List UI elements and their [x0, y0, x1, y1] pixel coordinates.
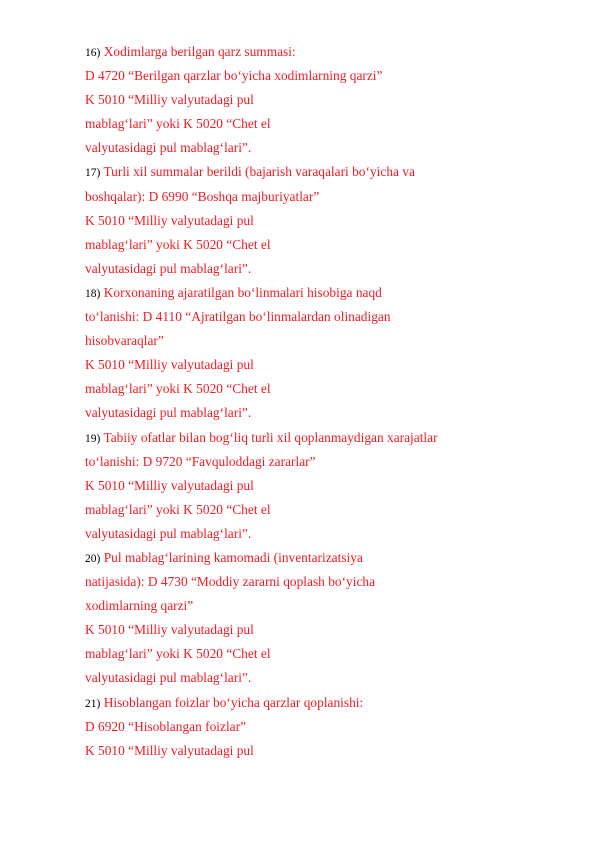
entry-number: 17): [85, 167, 101, 180]
entry-line: K 5010 “Milliy valyutadagi pul: [85, 212, 254, 228]
entry-line: [85, 691, 565, 715]
entry-line: to‘lanishi: D 4110 “Ajratilgan bo‘linmalardan olinadigan: [85, 309, 391, 325]
entry-line: K 5010 “Milliy valyutadagi pul: [85, 477, 254, 493]
entry-line: [85, 40, 565, 64]
entry-number: 19): [85, 432, 101, 445]
entry-line: xodimlarning qarzi”: [85, 598, 194, 614]
entry-line: valyutasidagi pul mablag‘lari”.: [85, 260, 252, 276]
entry-text: Pul mablag‘larining kamomadi (inventarizatsiya: [103, 549, 363, 565]
entry-20: [85, 546, 565, 691]
entry-line: mablag‘lari” yoki K 5020 “Chet el: [85, 646, 271, 662]
entry-line: [85, 426, 565, 450]
entry-line: K 5010 “Milliy valyutadagi pul: [85, 742, 254, 758]
entry-17: [85, 160, 565, 280]
entry-line: to‘lanishi: D 9720 “Favquloddagi zararlar”: [85, 453, 316, 469]
entry-line: K 5010 “Milliy valyutadagi pul: [85, 92, 254, 108]
entry-line: natijasida): D 4730 “Moddiy zararni qoplash bo‘yicha: [85, 574, 376, 590]
entry-number: 21): [85, 697, 101, 710]
entry-line: mablag‘lari” yoki K 5020 “Chet el: [85, 116, 271, 132]
entry-line: K 5010 “Milliy valyutadagi pul: [85, 357, 254, 373]
entry-line: mablag‘lari” yoki K 5020 “Chet el: [85, 501, 271, 517]
entry-line: [85, 281, 565, 305]
entry-line: [85, 546, 565, 570]
entry-line: mablag‘lari” yoki K 5020 “Chet el: [85, 381, 271, 397]
entry-line: K 5010 “Milliy valyutadagi pul: [85, 622, 254, 638]
entry-line: D 4720 “Berilgan qarzlar bo‘yicha xodimlarning qarzi”: [85, 68, 383, 84]
entry-line: D 6920 “Hisoblangan foizlar”: [85, 718, 247, 734]
entry-19: [85, 426, 565, 546]
entry-16: [85, 40, 565, 160]
entry-21: [85, 691, 565, 763]
entry-line: [85, 160, 565, 184]
entry-18: [85, 281, 565, 426]
entry-text: Xodimlarga berilgan qarz summasi:: [103, 44, 296, 59]
entry-number: 16): [85, 47, 101, 59]
entry-text: Hisoblangan foizlar bo‘yicha qarzlar qoplanishi:: [103, 694, 364, 710]
document-body: [85, 40, 565, 763]
entry-line: boshqalar): D 6990 “Boshqa majburiyatlar”: [85, 188, 320, 204]
entry-number: 18): [85, 287, 101, 300]
entry-line: hisobvaraqlar”: [85, 333, 164, 349]
entry-line: valyutasidagi pul mablag‘lari”.: [85, 525, 252, 541]
entry-line: valyutasidagi pul mablag‘lari”.: [85, 405, 252, 421]
entry-number: 20): [85, 552, 101, 565]
entry-line: valyutasidagi pul mablag‘lari”.: [85, 670, 252, 686]
entry-line: valyutasidagi pul mablag‘lari”.: [85, 140, 252, 156]
entry-line: mablag‘lari” yoki K 5020 “Chet el: [85, 236, 271, 252]
entry-text: Turli xil summalar berildi (bajarish varaqalari bo‘yicha va: [103, 164, 415, 180]
entry-text: Korxonaning ajaratilgan bo‘linmalari hisobiga naqd: [103, 284, 382, 300]
entry-text: Tabiiy ofatlar bilan bog‘liq turli xil qoplanmaydigan xarajatlar: [103, 429, 438, 445]
